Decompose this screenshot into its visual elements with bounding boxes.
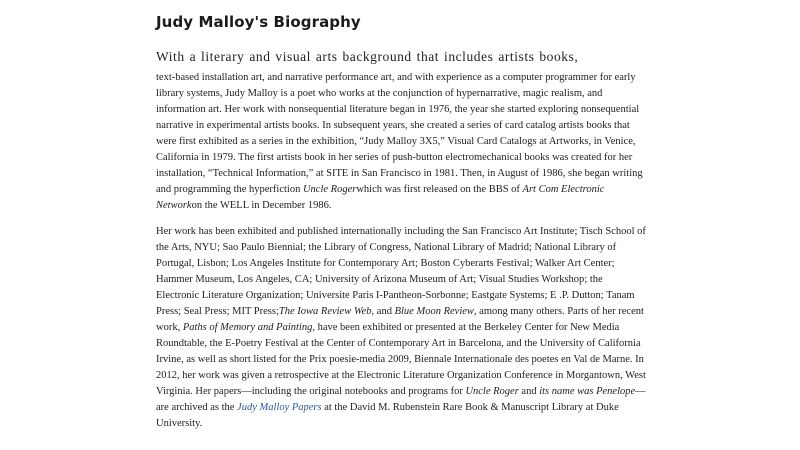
text-segment: at the David M. Rubenstein Rare Book & Manuscript Library at Duke University. (156, 402, 619, 429)
biography-text (156, 70, 648, 432)
text-segment: which was first released on the BBS of (356, 184, 523, 195)
italic-text-segment: Paths of Memory and Painting (182, 322, 313, 333)
text-segment: text-based installation art, and narrative performance art, and with experience as a computer programmer for early library systems, Judy Malloy is a poet who works at the conjunction of hypernarrative, magic realism, and information art. Her work with nonsequential literature began in 1976, the year she started exploring nonsequential narrative in experimental artists books. In subsequent years, she created a series of card catalog artists books that were first exhibited as a series in the exhibition, “Judy Malloy 3X5,” Visual Card Catalogs at Artworks, in Venice, California in 1979. The first artists book in her series of push-button electromechanical books was created for her installation, “Technical Information,” at SITE in San Francisco in 1981. Then, in August of 1986, she began writing and programming the hyperfiction (156, 72, 643, 195)
text-segment: and (518, 386, 540, 397)
lead-line: With a literary and visual arts background that includes artists books, (156, 49, 579, 64)
text-segment: on the WELL in December 1986. (191, 200, 332, 211)
biography-paragraph (156, 224, 648, 432)
biography-article (156, 0, 648, 432)
page-title: Judy Malloy's Biography (156, 13, 361, 31)
italic-text-segment: Blue Moon Review (394, 306, 474, 317)
biography-paragraph (156, 70, 648, 214)
italic-text-segment: The Iowa Review Web (278, 306, 372, 317)
text-segment: ––are archived as the (156, 386, 646, 413)
italic-text-segment: Uncle Roger (302, 184, 357, 195)
italic-text-segment: Uncle Roger (465, 386, 519, 397)
italic-text-segment: its name was Penelope (539, 386, 636, 397)
text-segment: , among many others. Parts of her recent work, (156, 306, 644, 333)
text-segment: Her work has been exhibited and published internationally including the San Francisco Art Institute; Tisch School of the Arts, NYU; Sao Paulo Biennial; the Library of Congress, National Library of Madrid; National Library of Portugal, Lisbon; Los Angeles Institute for Contemporary Art; Boston Cyberarts Festival; Walker Art Center; Hammer Museum, Los Angeles, CA; University of Arizona Museum of Art; Visual Studies Workshop; the Electronic Literature Organization; Universite Paris I-Pantheon-Sorbonne; Eastgate Systems; E .P. Dutton; Tanam Press; Seal Press; MIT Press; (156, 226, 646, 317)
text-segment: , and (371, 306, 395, 317)
italic-text-segment: Art Com Electronic Network (156, 184, 605, 211)
text-segment: , have been exhibited or presented at the Berkeley Center for New Media Roundtable, the E-Poetry Festival at the Center of Contemporary Art in Barcelona, and the University of California Irvine, as well as short listed for the Prix poesie-media 2009, Biennale Internationale des poetes en Val de Marne. In 2012, her work was given a retrospective at the Electronic Literature Organization Conference in Morgantown, West Virginia. Her papers––including the original notebooks and programs for (156, 322, 646, 397)
judy-malloy-papers-link[interactable]: Judy Malloy Papers (237, 402, 322, 413)
